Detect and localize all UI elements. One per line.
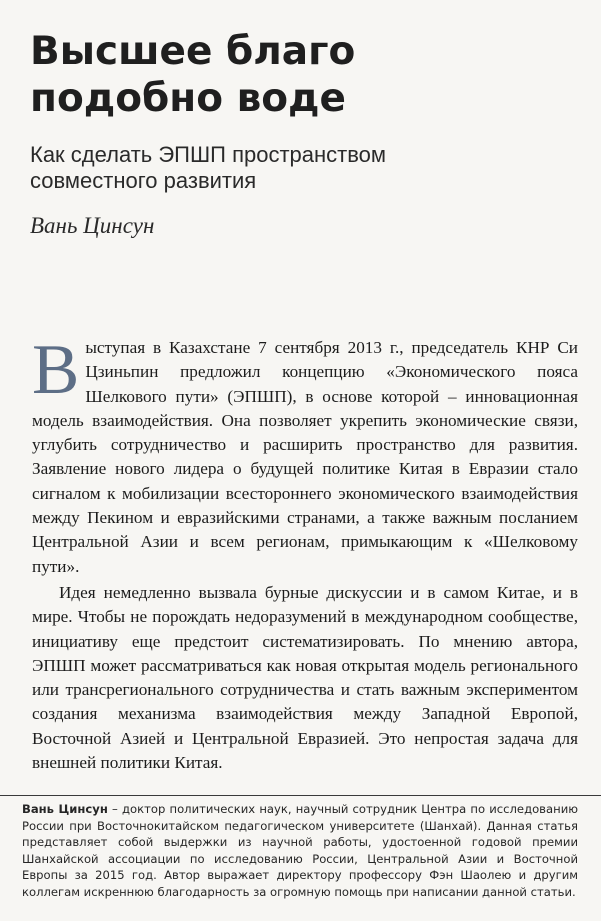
- drop-cap: В: [32, 331, 80, 409]
- article-author: Вань Цинсун: [30, 213, 155, 238]
- article-title: [30, 28, 570, 122]
- article-subtitle-line-1: Как сделать ЭПШП пространством: [30, 142, 387, 167]
- body-paragraph-1-text: ыступая в Казахстане 7 сентября 2013 г., председатель КНР Си Цзиньпин предложил концепцию «Экономического пояса Шелкового пути» (ЭПШП), в основе которой – инновационная модель взаимодействия. Она позволяет укрепить экономические связи, углубить сотрудничество и расширить пространство для развития. Заявление нового лидера о будущей политике Китая в Евразии стало сигналом к мобилизации всестороннего экономического взаимодействия между Пекином и евразийскими странами, а также важным посланием Центральной Азии и всем регионам, примыкающим к «Шелковому пути».: [32, 338, 578, 576]
- footnote-author-name: Вань Цинсун: [22, 802, 108, 816]
- body-paragraph-2: Идея немедленно вызвала бурные дискуссии и в самом Китае, и в мире. Чтобы не порождать недоразумений в международном сообществе, инициативу еще предстоит систематизировать. По мнению автора, ЭПШП может рассматриваться как новая открытая модель регионального или трансрегионального сотрудничества и стать важным экспериментом создания механизма взаимодействия между Западной Европой, Восточной Азией и Центральной Евразией. Это непростая задача для внешней политики Китая.: [32, 582, 578, 773]
- footnote-divider: [0, 795, 601, 796]
- article-subtitle-line-2: совместного развития: [30, 168, 257, 193]
- footnote-text: – доктор политических наук, научный сотрудник Центра по исследованию России при Восточнокитайском педагогическом университете (Шанхай). Данная статья представляет собой выдержки из научной работы, удостоенной годовой премии Шанхайской ассоциации по исследованию России, Центральной Азии и Восточной Европы за 2015 год. Автор выражает директору профессору Фэн Шаолею и другим коллегам искреннюю благодарность за огромную помощь при написании данной статьи.: [22, 802, 578, 899]
- article-body: [32, 331, 578, 775]
- article-title-line-2: подобно воде: [30, 76, 346, 121]
- article-subtitle: [30, 142, 570, 194]
- author-footnote: [22, 801, 578, 901]
- article-title-line-1: Высшее благо: [30, 29, 356, 74]
- body-paragraph-1: [32, 331, 578, 579]
